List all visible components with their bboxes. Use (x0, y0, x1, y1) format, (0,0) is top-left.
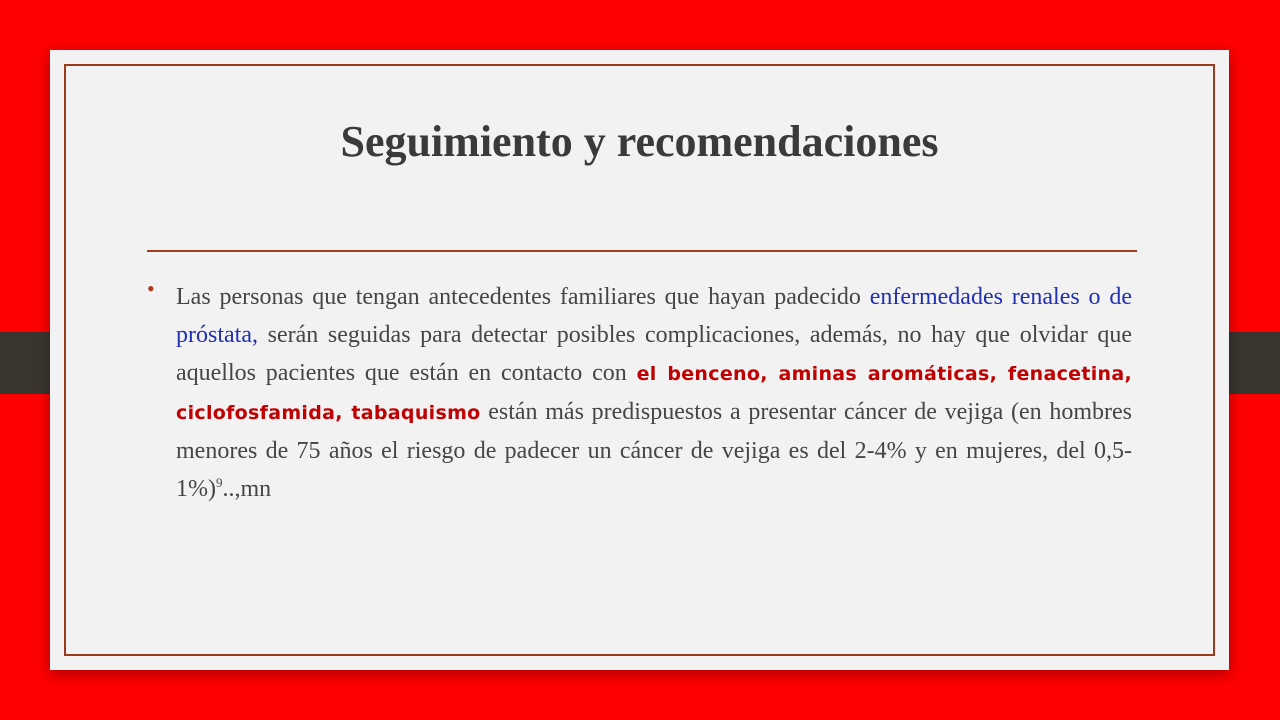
highlight-renal-prostate: enfermedades renales o de próstata, (176, 284, 1132, 348)
paragraph-part-3: están más predispuestos a presentar cáncer de vejiga (en hombres menores de 75 años el riesgo de padecer un cáncer de vejiga es del 2-4% y en mujeres, del 0,5-1%) (176, 399, 1133, 502)
bullet-icon: • (147, 276, 155, 301)
slide-card (50, 50, 1229, 670)
paragraph-part-2: serán seguidas para detectar posibles complicaciones, además, no hay que olvidar que aquellos pacientes que están en contacto con (176, 322, 1132, 386)
paragraph-part-1: Las personas que tengan antecedentes familiares que hayan padecido (176, 284, 870, 310)
body-paragraph (176, 278, 1132, 508)
paragraph-part-4: ..,mn (222, 476, 272, 502)
highlight-risk-factors: el benceno, aminas aromáticas, fenacetina, ciclofosfamida, tabaquismo (176, 363, 1132, 424)
slide-title: Seguimiento y recomendaciones (340, 117, 939, 166)
reference-superscript: 9 (215, 475, 223, 490)
title-divider (147, 250, 1137, 252)
